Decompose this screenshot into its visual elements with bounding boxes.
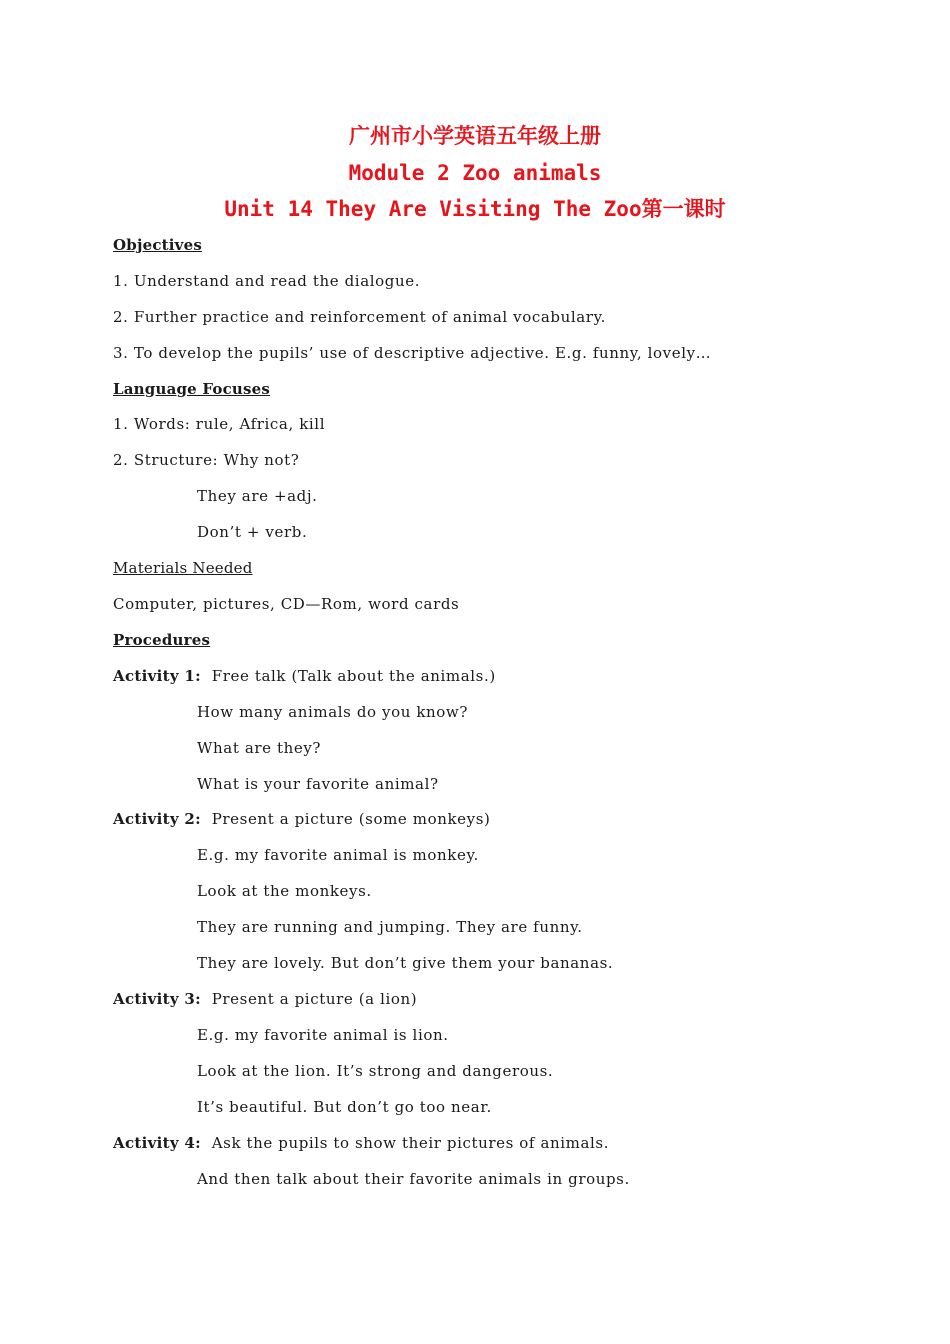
document-title-chinese: 广州市小学英语五年级上册 xyxy=(349,124,601,148)
activity-2 xyxy=(113,808,490,830)
activity-3 xyxy=(113,988,417,1010)
activity-text: Free talk (Talk about the animals.) xyxy=(211,667,496,685)
activity-1 xyxy=(113,665,496,687)
activity-line: Look at the lion. It’s strong and dangerous. xyxy=(197,1062,554,1080)
activity-line: How many animals do you know? xyxy=(197,703,469,721)
activity-text: Ask the pupils to show their pictures of animals. xyxy=(211,1134,610,1152)
activity-text: Present a picture (a lion) xyxy=(211,990,418,1008)
words-item: 1. Words: rule, Africa, kill xyxy=(113,415,326,433)
objective-item: 2. Further practice and reinforcement of animal vocabulary. xyxy=(113,308,607,326)
activity-label: Activity 2: xyxy=(113,810,201,828)
activity-text: Present a picture (some monkeys) xyxy=(211,810,491,828)
activity-line: They are lovely. But don’t give them your bananas. xyxy=(197,954,614,972)
materials-heading: Materials Needed xyxy=(113,559,253,577)
activity-4 xyxy=(113,1132,609,1154)
structure-line: They are +adj. xyxy=(197,487,318,505)
activity-line: Look at the monkeys. xyxy=(197,882,372,900)
structure-item: 2. Structure: Why not? xyxy=(113,451,300,469)
activity-line: E.g. my favorite animal is monkey. xyxy=(197,846,479,864)
unit-title: Unit 14 They Are Visiting The Zoo第一课时 xyxy=(224,197,726,221)
activity-line: And then talk about their favorite animals in groups. xyxy=(197,1170,630,1188)
activity-label: Activity 4: xyxy=(113,1134,201,1152)
objectives-heading: Objectives xyxy=(113,236,202,254)
procedures-heading: Procedures xyxy=(113,631,211,649)
objective-item: 1. Understand and read the dialogue. xyxy=(113,272,421,290)
activity-line: What are they? xyxy=(197,739,322,757)
activity-line: They are running and jumping. They are funny. xyxy=(197,918,583,936)
activity-label: Activity 3: xyxy=(113,990,201,1008)
activity-line: It’s beautiful. But don’t go too near. xyxy=(197,1098,492,1116)
module-title: Module 2 Zoo animals xyxy=(348,161,602,185)
activity-line: What is your favorite animal? xyxy=(197,775,439,793)
materials-text: Computer, pictures, CD—Rom, word cards xyxy=(113,595,460,613)
language-focuses-heading: Language Focuses xyxy=(113,380,271,398)
activity-label: Activity 1: xyxy=(113,667,201,685)
structure-line: Don’t + verb. xyxy=(197,523,308,541)
activity-line: E.g. my favorite animal is lion. xyxy=(197,1026,449,1044)
objective-item: 3. To develop the pupils’ use of descriptive adjective. E.g. funny, lovely… xyxy=(113,344,712,362)
